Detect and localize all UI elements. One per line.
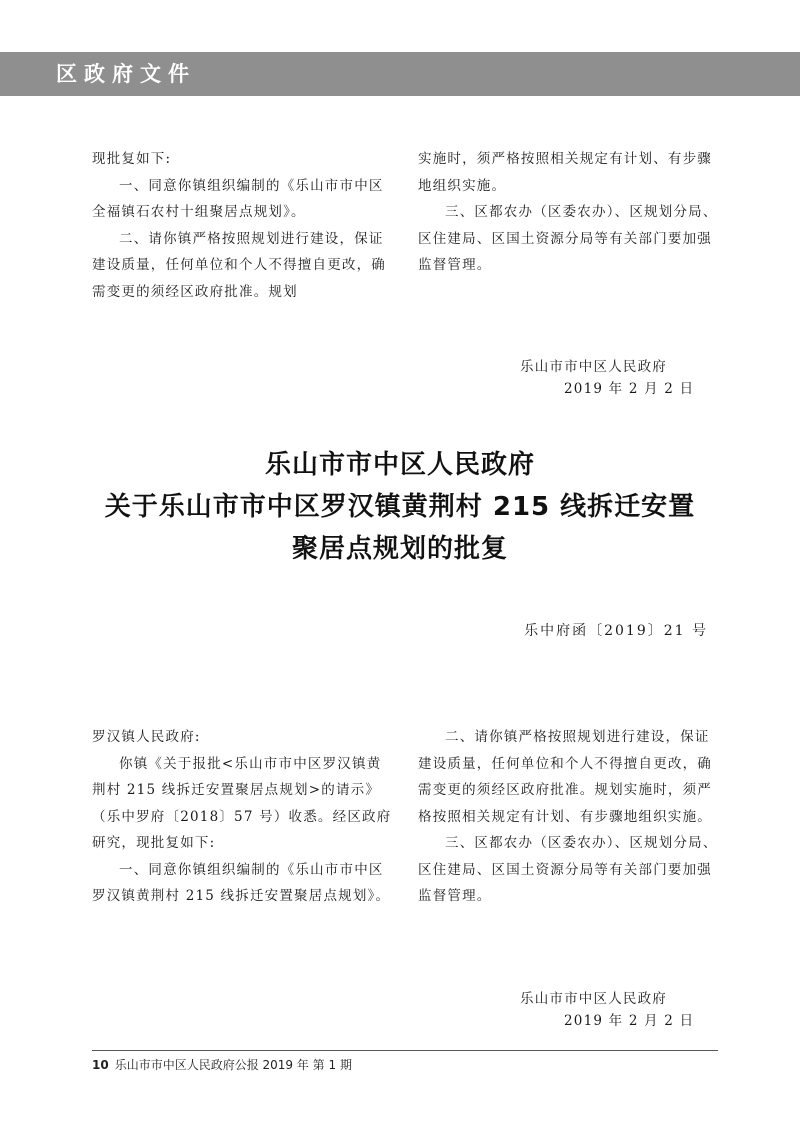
signature-org: 乐山市市中区人民政府 xyxy=(520,991,667,1007)
title-line: 关于乐山市市中区罗汉镇黄荆村 215 线拆迁安置 xyxy=(104,492,696,522)
paragraph: 实施时，须严格按照相关规定有计划、有步骤地组织实施。 xyxy=(418,151,712,194)
signature-org: 乐山市市中区人民政府 xyxy=(520,359,667,375)
document-number: 乐中府函〔2019〕21 号 xyxy=(524,623,708,639)
addressee: 罗汉镇人民政府: xyxy=(92,729,201,745)
doc2-signature xyxy=(520,988,720,1032)
title-line: 乐山市市中区人民政府 xyxy=(264,450,535,480)
paragraph: 三、区都农办（区委农办）、区规划分局、区住建局、区国土资源分局等有关部门要加强监督管理。 xyxy=(418,835,718,904)
doc2-left-column xyxy=(92,724,396,910)
footer xyxy=(92,1056,352,1073)
paragraph: 现批复如下: xyxy=(92,151,172,167)
doc1-right-column xyxy=(418,146,718,279)
paragraph: 二、请你镇严格按照规划进行建设，保证建设质量，任何单位和个人不得擅自更改，确需变更的须经区政府批准。规划实施时，须严格按照相关规定有计划、有步骤地组织实施。 xyxy=(418,729,712,825)
footer-divider xyxy=(92,1050,718,1051)
paragraph: 三、区都农办（区委农办）、区规划分局、区住建局、区国土资源分局等有关部门要加强监督管理。 xyxy=(418,204,718,273)
paragraph: 一、同意你镇组织编制的《乐山市市中区罗汉镇黄荆村 215 线拆迁安置聚居点规划》。 xyxy=(92,861,391,904)
paragraph: 你镇《关于报批<乐山市市中区罗汉镇黄荆村 215 线拆迁安置聚居点规划>的请示》（乐中罗府〔2018〕57 号）收悉。经区政府研究，现批复如下: xyxy=(92,755,392,851)
page-number: 10 xyxy=(92,1058,109,1072)
paragraph: 二、请你镇严格按照规划进行建设，保证建设质量，任何单位和个人不得擅自更改，确需变更的须经区政府批准。规划 xyxy=(92,230,386,300)
signature-date: 2019 年 2 月 2 日 xyxy=(564,381,695,397)
paragraph: 一、同意你镇组织编制的《乐山市市中区全福镇石农村十组聚居点规划》。 xyxy=(92,177,384,220)
doc1-signature xyxy=(520,356,720,400)
publication-info: 乐山市市中区人民政府公报 2019 年 第 1 期 xyxy=(114,1058,352,1072)
doc1-left-column xyxy=(92,146,396,305)
header-band xyxy=(0,52,800,96)
section-title: 区政府文件 xyxy=(56,62,196,86)
document-title xyxy=(80,444,720,570)
doc2-right-column xyxy=(418,724,718,910)
signature-date: 2019 年 2 月 2 日 xyxy=(564,1013,695,1029)
title-line: 聚居点规划的批复 xyxy=(291,534,508,564)
